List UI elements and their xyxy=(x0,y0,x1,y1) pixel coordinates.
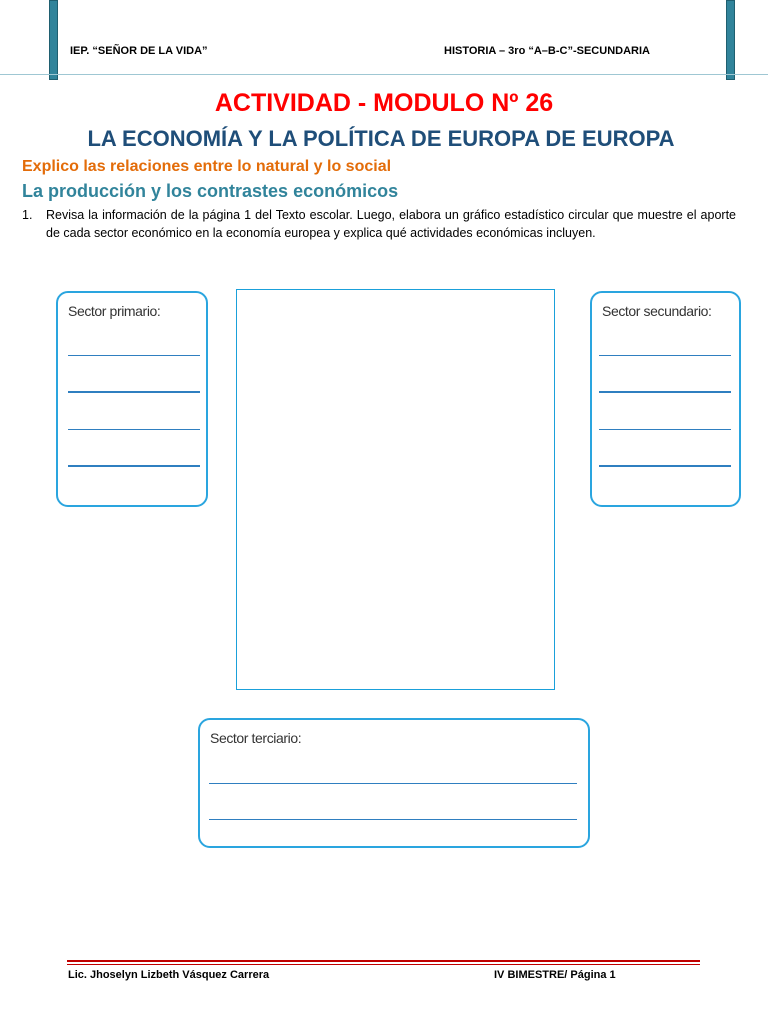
instruction-number: 1. xyxy=(22,208,33,222)
header-divider xyxy=(0,74,768,75)
page-title: ACTIVIDAD - MODULO Nº 26 xyxy=(214,89,554,117)
answer-line[interactable] xyxy=(599,391,731,393)
header-course: HISTORIA – 3ro “A–B-C”-SECUNDARIA xyxy=(444,45,650,57)
answer-line[interactable] xyxy=(68,465,200,467)
sector-tertiary-box xyxy=(198,718,590,848)
sector-secondary-box xyxy=(590,291,741,507)
answer-line[interactable] xyxy=(68,355,200,356)
answer-line[interactable] xyxy=(68,391,200,393)
header-school: IEP. “SEÑOR DE LA VIDA” xyxy=(70,45,208,57)
sector-primary-box xyxy=(56,291,208,507)
instruction-text: Revisa la información de la página 1 del Texto escolar. Luego, elabora un gráfico estadístico circular que muestre el aporte de cada sector económico en la economía europea y explica qué actividades económicas incluyen. xyxy=(46,208,736,240)
answer-line[interactable] xyxy=(209,819,577,820)
section-heading: La producción y los contrastes económicos xyxy=(22,181,399,201)
header-decor-bar-left xyxy=(49,0,58,80)
sector-secondary-label: Sector secundario: xyxy=(602,303,712,319)
footer-author: Lic. Jhoselyn Lizbeth Vásquez Carrera xyxy=(68,969,270,981)
footer-page: IV BIMESTRE/ Página 1 xyxy=(494,969,616,981)
pie-chart-drawing-area[interactable] xyxy=(236,289,555,690)
answer-line[interactable] xyxy=(599,429,731,430)
footer-divider-thin xyxy=(67,964,700,965)
instruction-item xyxy=(22,206,736,242)
sector-tertiary-label: Sector terciario: xyxy=(210,730,302,746)
page-subtitle: LA ECONOMÍA Y LA POLÍTICA DE EUROPA DE EUROPA xyxy=(87,126,675,151)
answer-line[interactable] xyxy=(599,355,731,356)
header-decor-bar-right xyxy=(726,0,735,80)
sector-primary-label: Sector primario: xyxy=(68,303,161,319)
competence-heading: Explico las relaciones entre lo natural y lo social xyxy=(22,158,392,175)
footer-divider xyxy=(67,960,700,962)
answer-line[interactable] xyxy=(599,465,731,467)
answer-line[interactable] xyxy=(209,783,577,784)
answer-line[interactable] xyxy=(68,429,200,430)
